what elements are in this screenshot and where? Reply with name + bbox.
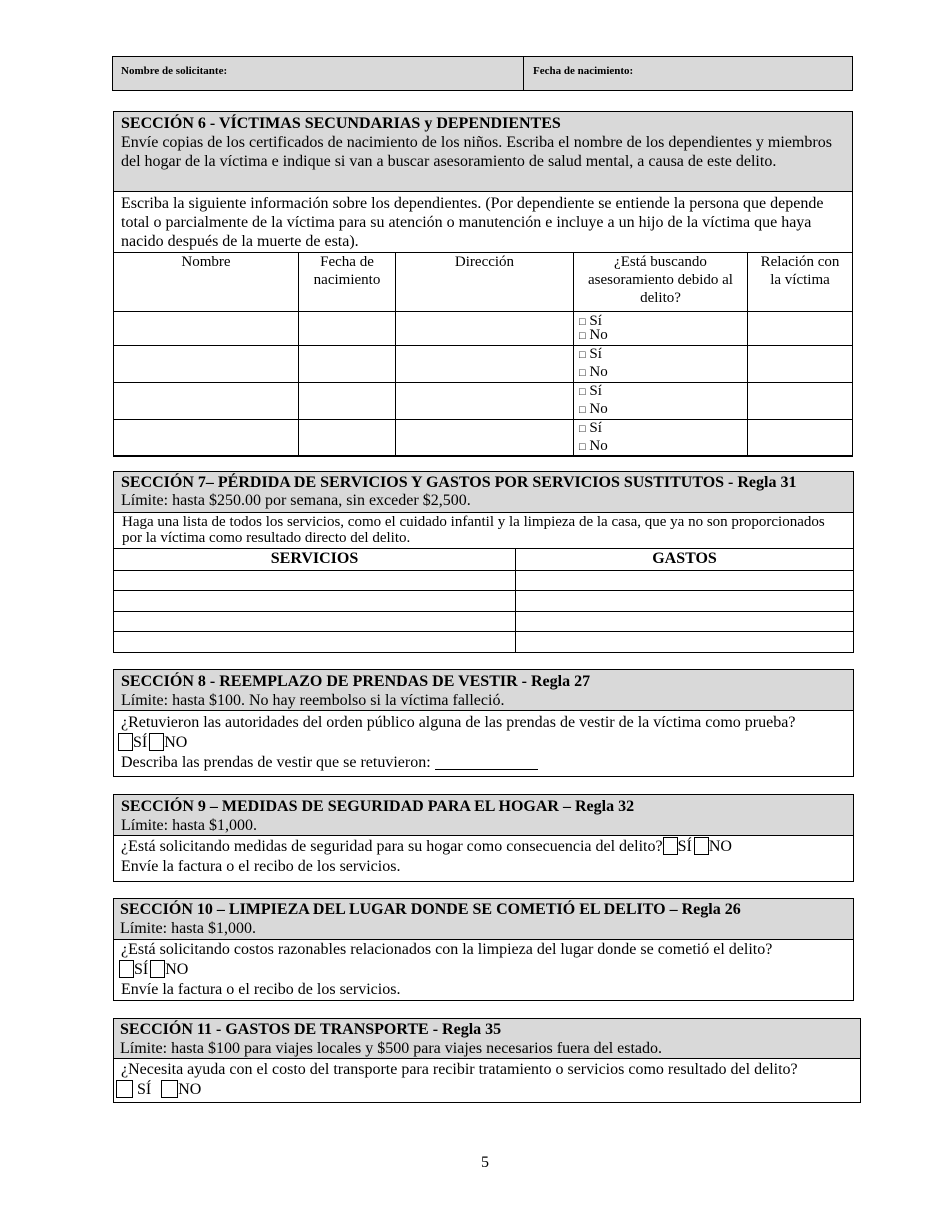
dependents-table-header [114, 253, 853, 312]
section-9-question: ¿Está solicitando medidas de seguridad para su hogar como consecuencia del delito? [121, 838, 663, 855]
dependent-address-cell[interactable] [396, 312, 574, 346]
section-11-question: ¿Necesita ayuda con el costo del transporte para recibir tratamiento o servicios como resultado del delito? [121, 1061, 798, 1078]
no-label: NO [178, 1081, 202, 1098]
no-checkbox[interactable] [149, 733, 164, 751]
section-6-intro: Envíe copias de los certificados de nacimiento de los niños. Escriba el nombre de los dependientes y miembros del hogar de la víctima e indique si van a buscar asesoramiento de salud mental, a causa de este delito. [121, 134, 832, 170]
checkbox-icon[interactable]: □ [579, 349, 586, 361]
yes-label: SÍ [133, 734, 148, 751]
section-8-title: SECCIÓN 8 - REEMPLAZO DE PRENDAS DE VESTIR - Regla 27 [121, 673, 591, 690]
yes-checkbox[interactable] [118, 733, 133, 751]
section-9-limit: Límite: hasta $1,000. [121, 817, 257, 834]
table-row [114, 612, 854, 632]
dependent-dob-cell[interactable] [299, 420, 396, 457]
counseling-no-option[interactable] [579, 329, 747, 343]
col-header-counseling: ¿Está buscando asesoramiento debido al delito? [574, 253, 748, 312]
section-10-body [114, 940, 853, 1000]
section-11-limit: Límite: hasta $100 para viajes locales y $500 para viajes necesarios fuera del estado. [120, 1040, 663, 1057]
section-7-title: SECCIÓN 7– PÉRDIDA DE SERVICIOS Y GASTOS POR SERVICIOS SUSTITUTOS - Regla 31 [121, 474, 797, 491]
section-6-description: Escriba la siguiente información sobre los dependientes. (Por dependiente se entiende la persona que depende total o parcialmente de la víctima para su atención o manutención e incluye a un hijo de la víctima que haya nacido después de la muerte de esta). [121, 195, 824, 250]
section-10-note: Envíe la factura o el recibo de los servicios. [121, 981, 401, 998]
section-11-options [116, 1080, 853, 1100]
table-row [114, 420, 853, 457]
counseling-no-option[interactable] [579, 438, 747, 456]
no-label: NO [164, 734, 188, 751]
col-header-dob: Fecha de nacimiento [299, 253, 396, 312]
dependent-name-cell[interactable] [114, 420, 299, 457]
dependent-address-cell[interactable] [396, 420, 574, 457]
section-11-header [114, 1019, 860, 1059]
dependent-name-cell[interactable] [114, 346, 299, 383]
section-7-description: Haga una lista de todos los servicios, como el cuidado infantil y la limpieza de la casa, que ya no son proporcionados por la víctima como resultado directo del delito. [122, 514, 825, 546]
section-8-header [114, 670, 853, 711]
expense-cell[interactable] [516, 632, 854, 653]
dependent-dob-cell[interactable] [299, 383, 396, 420]
yes-label: SÍ [677, 838, 692, 855]
applicant-name-field[interactable] [113, 57, 524, 90]
checkbox-icon[interactable]: □ [579, 316, 586, 328]
applicant-header [112, 56, 853, 91]
no-label: No [589, 401, 608, 417]
checkbox-icon[interactable]: □ [579, 423, 586, 435]
section-10-options [119, 960, 846, 980]
no-label: No [589, 364, 608, 380]
section-7 [113, 471, 854, 653]
counseling-yes-option[interactable] [579, 420, 747, 438]
dependent-name-cell[interactable] [114, 383, 299, 420]
no-checkbox[interactable] [694, 837, 709, 855]
yes-checkbox[interactable] [116, 1080, 133, 1098]
table-row [114, 312, 853, 346]
applicant-name-label: Nombre de solicitante: [121, 65, 228, 77]
table-row [114, 346, 853, 383]
counseling-no-option[interactable] [579, 364, 747, 382]
describe-label: Describa las prendas de vestir que se retuvieron: [121, 754, 431, 771]
col-header-name: Nombre [114, 253, 299, 312]
section-9-title: SECCIÓN 9 – MEDIDAS DE SEGURIDAD PARA EL HOGAR – Regla 32 [121, 798, 635, 815]
col-header-address: Dirección [396, 253, 574, 312]
no-checkbox[interactable] [150, 960, 165, 978]
section-9-header [114, 795, 853, 836]
yes-label: Sí [589, 313, 602, 329]
section-10 [113, 898, 854, 1001]
section-6-header [114, 112, 852, 192]
checkbox-icon[interactable]: □ [579, 404, 586, 416]
section-10-header [114, 899, 853, 940]
section-8-limit: Límite: hasta $100. No hay reembolso si la víctima falleció. [121, 692, 505, 709]
no-checkbox[interactable] [161, 1080, 178, 1098]
section-10-limit: Límite: hasta $1,000. [120, 920, 256, 937]
col-header-services: SERVICIOS [114, 549, 516, 571]
section-8-body [114, 711, 853, 773]
yes-label: Sí [589, 420, 602, 436]
no-label: NO [165, 961, 189, 978]
services-table [113, 548, 854, 653]
checkbox-icon[interactable]: □ [579, 367, 586, 379]
section-10-title: SECCIÓN 10 – LIMPIEZA DEL LUGAR DONDE SE COMETIÓ EL DELITO – Regla 26 [120, 901, 741, 918]
table-row [114, 383, 853, 420]
expense-cell[interactable] [516, 571, 854, 591]
services-table-header [114, 549, 854, 571]
col-header-expenses: GASTOS [516, 549, 854, 571]
yes-checkbox[interactable] [119, 960, 134, 978]
dependent-dob-cell[interactable] [299, 346, 396, 383]
service-cell[interactable] [114, 571, 516, 591]
yes-checkbox[interactable] [663, 837, 678, 855]
dependents-table [113, 252, 853, 457]
relationship-cell[interactable] [748, 312, 853, 346]
section-8-question: ¿Retuvieron las autoridades del orden público alguna de las prendas de vestir de la víctima como prueba? [121, 714, 796, 731]
section-8-options [118, 733, 846, 753]
relationship-cell[interactable] [748, 383, 853, 420]
section-8 [113, 669, 854, 777]
checkbox-icon[interactable]: □ [579, 441, 586, 453]
dependent-address-cell[interactable] [396, 346, 574, 383]
section-8-describe-row [121, 753, 846, 773]
section-9-note: Envíe la factura o el recibo de los servicios. [121, 858, 401, 875]
dob-field[interactable] [524, 57, 852, 90]
table-row [114, 591, 854, 612]
section-6-title: SECCIÓN 6 - VÍCTIMAS SECUNDARIAS y DEPENDIENTES [121, 115, 561, 132]
yes-label: SÍ [137, 1081, 152, 1098]
counseling-cell [574, 383, 748, 420]
checkbox-icon[interactable]: □ [579, 386, 586, 398]
section-11-title: SECCIÓN 11 - GASTOS DE TRANSPORTE - Regla 35 [120, 1021, 502, 1038]
dependent-name-cell[interactable] [114, 312, 299, 346]
section-6 [113, 111, 853, 456]
section-7-header [114, 472, 853, 513]
no-label: No [589, 327, 608, 343]
expense-cell[interactable] [516, 591, 854, 612]
yes-label: Sí [589, 383, 602, 399]
yes-label: SÍ [134, 961, 149, 978]
section-11 [113, 1018, 861, 1103]
section-9-question-row [121, 837, 846, 857]
checkbox-icon[interactable]: □ [579, 330, 586, 342]
relationship-cell[interactable] [748, 346, 853, 383]
service-cell[interactable] [114, 591, 516, 612]
dependent-address-cell[interactable] [396, 383, 574, 420]
section-7-limit: Límite: hasta $250.00 por semana, sin exceder $2,500. [121, 492, 471, 509]
section-10-question: ¿Está solicitando costos razonables relacionados con la limpieza del lugar donde se cometió el delito? [121, 941, 773, 958]
section-9-body [114, 836, 853, 877]
counseling-yes-option[interactable] [579, 383, 747, 401]
section-11-body [114, 1059, 860, 1100]
service-cell[interactable] [114, 612, 516, 632]
no-label: NO [708, 838, 732, 855]
section-9 [113, 794, 854, 882]
relationship-cell[interactable] [748, 420, 853, 457]
col-header-relationship: Relación con la víctima [748, 253, 853, 312]
page-number: 5 [481, 1154, 489, 1171]
expense-cell[interactable] [516, 612, 854, 632]
counseling-cell [574, 346, 748, 383]
describe-input-line[interactable] [435, 755, 538, 770]
counseling-yes-option[interactable] [579, 346, 747, 364]
table-row [114, 571, 854, 591]
counseling-cell [574, 312, 748, 346]
dependent-dob-cell[interactable] [299, 312, 396, 346]
yes-label: Sí [589, 346, 602, 362]
dob-label: Fecha de nacimiento: [533, 65, 634, 77]
counseling-cell [574, 420, 748, 457]
service-cell[interactable] [114, 632, 516, 653]
counseling-no-option[interactable] [579, 401, 747, 419]
table-row [114, 632, 854, 653]
no-label: No [589, 438, 608, 454]
